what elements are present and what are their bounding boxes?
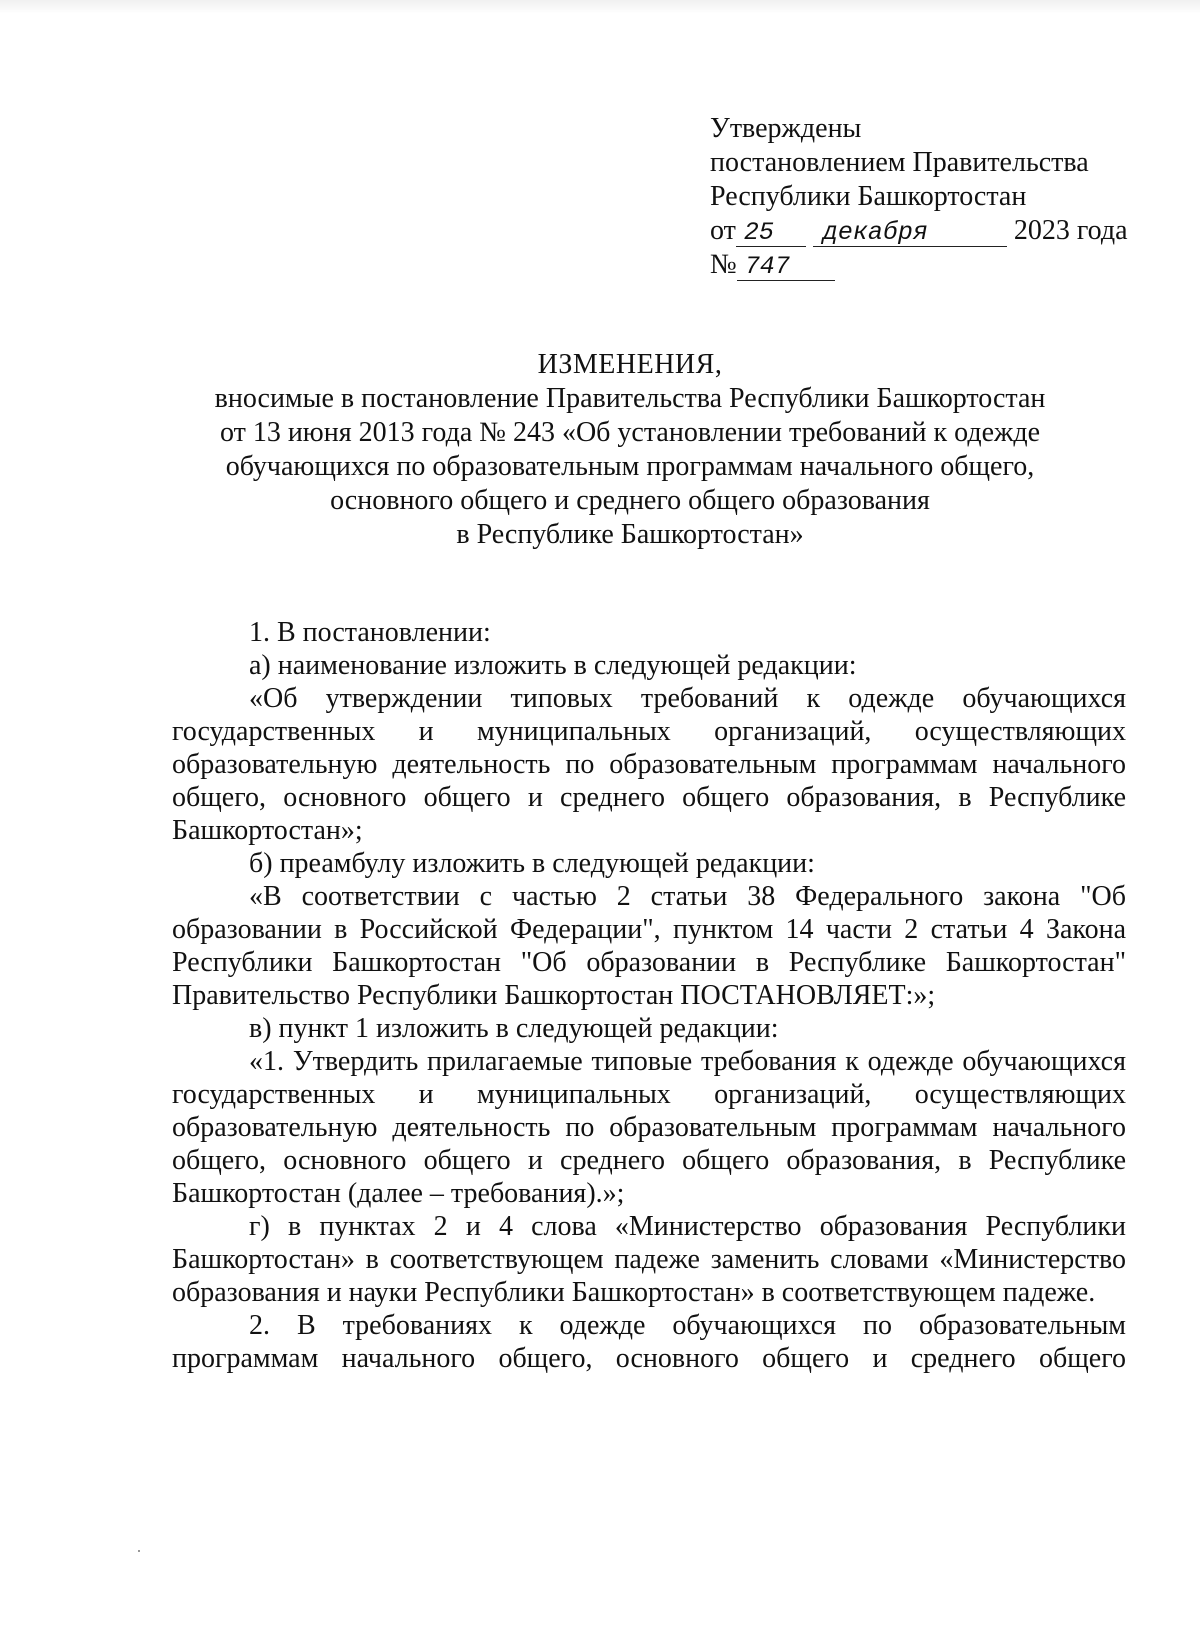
- approval-line-3: Республики Башкортостан: [710, 181, 1027, 212]
- approval-stamp-block: [710, 112, 1170, 282]
- date-year: 2023 года: [1013, 215, 1128, 246]
- paragraph-item-1: 1. В постановлении:: [249, 617, 491, 648]
- approval-line-2: постановлением Правительства: [710, 147, 1089, 178]
- number-field: 747: [737, 254, 835, 281]
- approval-date-line: [710, 214, 1170, 248]
- title-line: основного общего и среднего общего образования: [330, 485, 930, 516]
- paragraph-subitem-v: в) пункт 1 изложить в следующей редакции:: [249, 1013, 779, 1044]
- paragraph-subitem-g: г) в пунктах 2 и 4 слова «Министерство образования Республики Башкортостан» в соответствующем падеже заменить словами «Министерство образования и науки Республики Башкортостан» в соответствующем падеже.: [172, 1211, 1126, 1308]
- approval-line-1: Утверждены: [710, 113, 862, 144]
- title-line: вносимые в постановление Правительства Республики Башкортостан: [214, 383, 1046, 414]
- title-heading: ИЗМЕНЕНИЯ,: [537, 349, 723, 380]
- paragraph-quote-preamble: «В соответствии с частью 2 статьи 38 Федерального закона "Об образовании в Российской Федерации", пунктом 14 части 2 статьи 4 Закона Республики Башкортостан "Об образовании в Республике Башкортостан" Правительство Республики Башкортостан ПОСТАНОВЛЯЕТ:»;: [172, 881, 1126, 1011]
- date-prefix: от: [710, 215, 736, 246]
- scan-edge-shadow: [0, 0, 1200, 14]
- paragraph-subitem-b: б) преамбулу изложить в следующей редакции:: [249, 848, 815, 879]
- scan-speck: [138, 1550, 140, 1552]
- date-day-field: 25: [736, 220, 806, 247]
- document-title: [180, 348, 1080, 552]
- document-body: [172, 616, 1126, 1375]
- title-line: от 13 июня 2013 года № 243 «Об установлении требований к одежде: [219, 417, 1041, 448]
- title-line: в Республике Башкортостан»: [456, 519, 804, 550]
- number-prefix: №: [710, 249, 737, 280]
- paragraph-item-2: 2. В требованиях к одежде обучающихся по образовательным программам начального общего, основного общего и среднего общего: [172, 1310, 1126, 1374]
- paragraph-quote-name: «Об утверждении типовых требований к одежде обучающихся государственных и муниципальных организаций, осуществляющих образовательную деятельность по образовательным программам начального общего, основного общего и среднего общего образования, в Республике Башкортостан»;: [172, 683, 1126, 846]
- title-line: обучающихся по образовательным программам начального общего,: [225, 451, 1035, 482]
- paragraph-quote-item-1: «1. Утвердить прилагаемые типовые требования к одежде обучающихся государственных и муниципальных организаций, осуществляющих образовательную деятельность по образовательным программам начального общего, основного общего и среднего общего образования, в Республике Башкортостан (далее – требования).»;: [172, 1046, 1126, 1209]
- date-month-field: декабря: [813, 220, 1007, 247]
- paragraph-subitem-a: а) наименование изложить в следующей редакции:: [249, 650, 857, 681]
- approval-number-line: [710, 248, 1170, 282]
